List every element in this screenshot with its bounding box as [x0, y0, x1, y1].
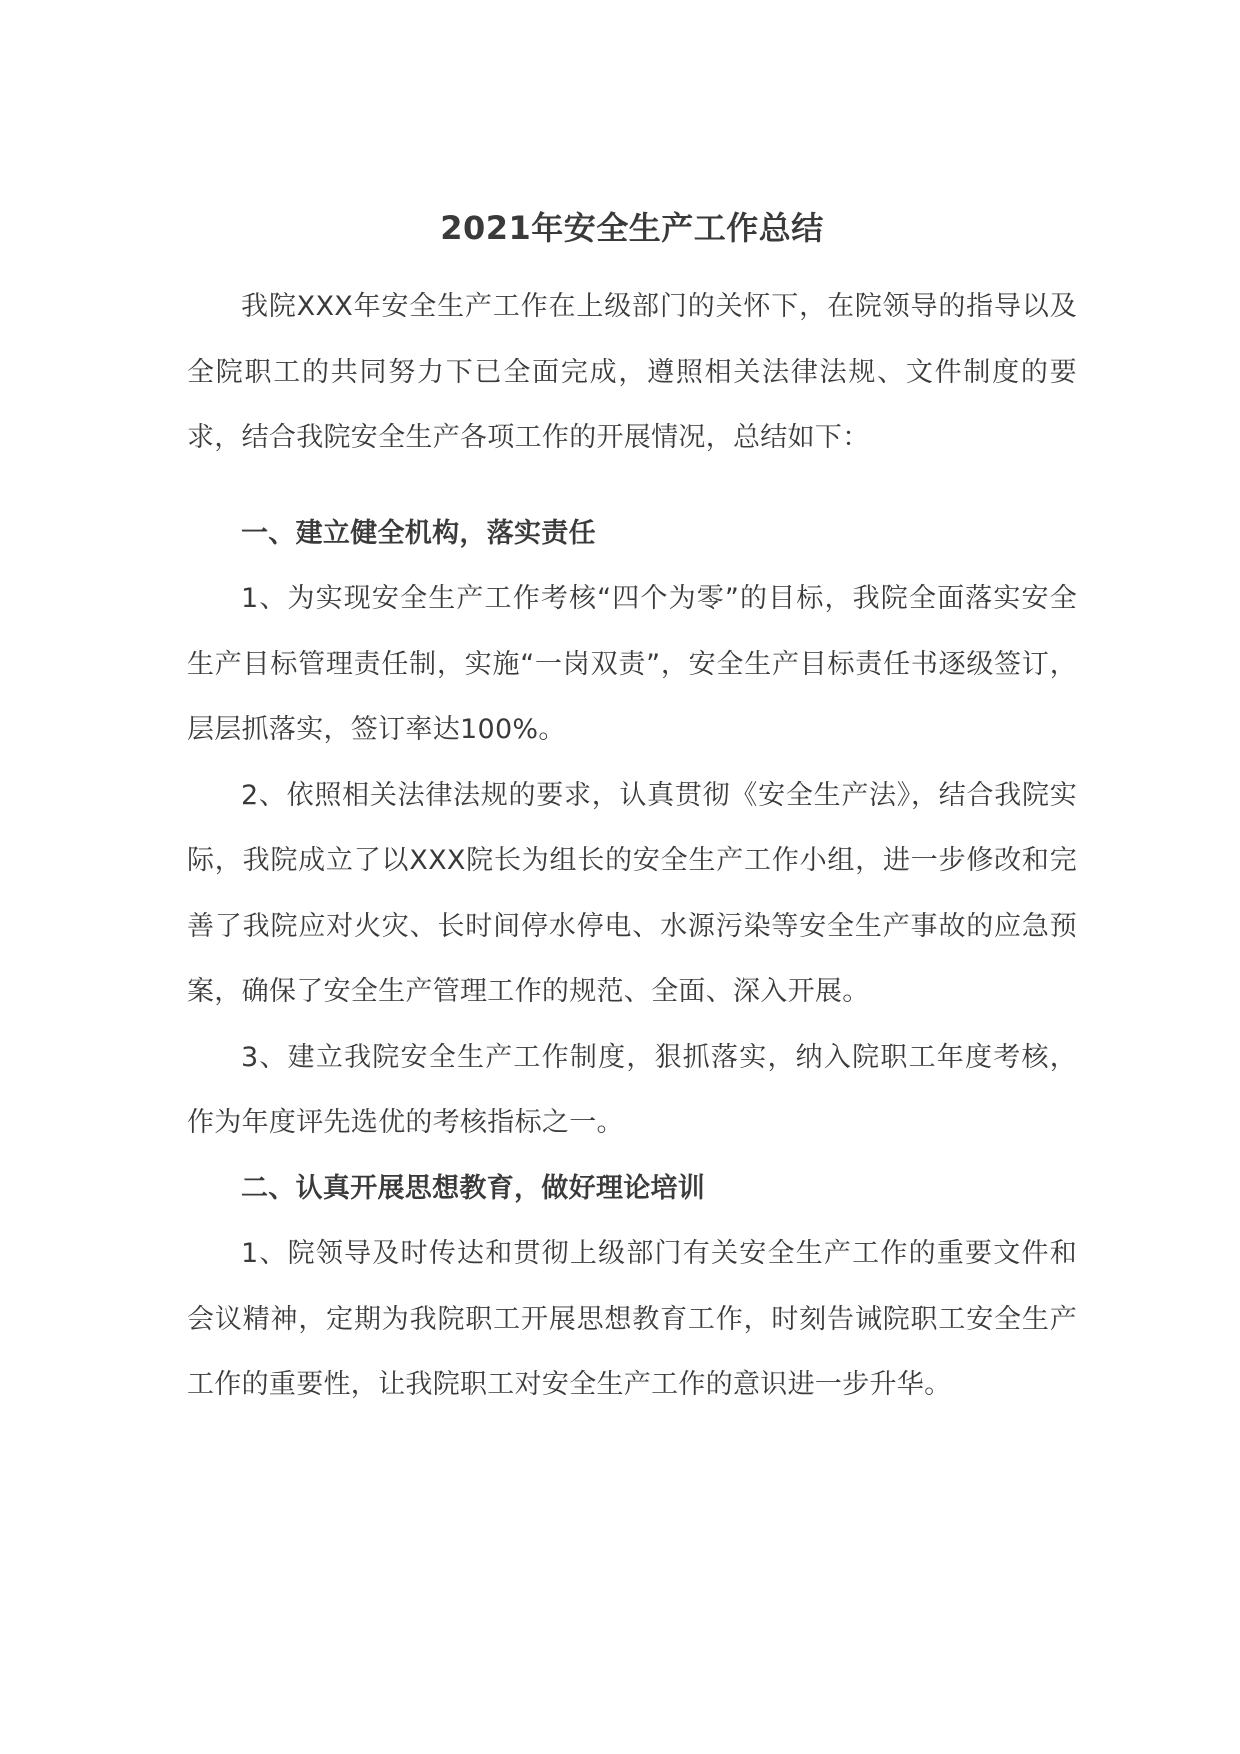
section-1-heading: 一、建立健全机构，落实责任: [241, 517, 596, 549]
section-2-paragraph-1: 1、院领导及时传达和贯彻上级部门有关安全生产工作的重要文件和会议精神，定期为我院职工开展思想教育工作，时刻告诫院职工安全生产工作的重要性，让我院职工对安全生产工作的意识进一步升华。: [187, 1238, 1077, 1400]
section-1-paragraph-1: 1、为实现安全生产工作考核“四个为零”的目标，我院全面落实安全生产目标管理责任制，实施“一岗双责”，安全生产目标责任书逐级签订，层层抓落实，签订率达100%。: [187, 583, 1077, 745]
section-1-paragraph-3: 3、建立我院安全生产工作制度，狠抓落实，纳入院职工年度考核，作为年度评先选优的考核指标之一。: [187, 1041, 1077, 1138]
spacer: [187, 471, 1077, 501]
document-page: [187, 200, 1077, 1418]
section-2-heading: 二、认真开展思想教育，做好理论培训: [241, 1172, 706, 1204]
intro-paragraph: 我院XXX年安全生产工作在上级部门的关怀下，在院领导的指导以及全院职工的共同努力下已全面完成，遵照相关法律法规、文件制度的要求，结合我院安全生产各项工作的开展情况，总结如下：: [187, 291, 1077, 453]
document-title: 2021年安全生产工作总结: [440, 209, 824, 247]
section-1-paragraph-2: 2、依照相关法律法规的要求，认真贯彻《安全生产法》，结合我院实际，我院成立了以XXX院长为组长的安全生产工作小组，进一步修改和完善了我院应对火灾、长时间停水停电、水源污染等安全生产事故的应急预案，确保了安全生产管理工作的规范、全面、深入开展。: [187, 779, 1077, 1007]
